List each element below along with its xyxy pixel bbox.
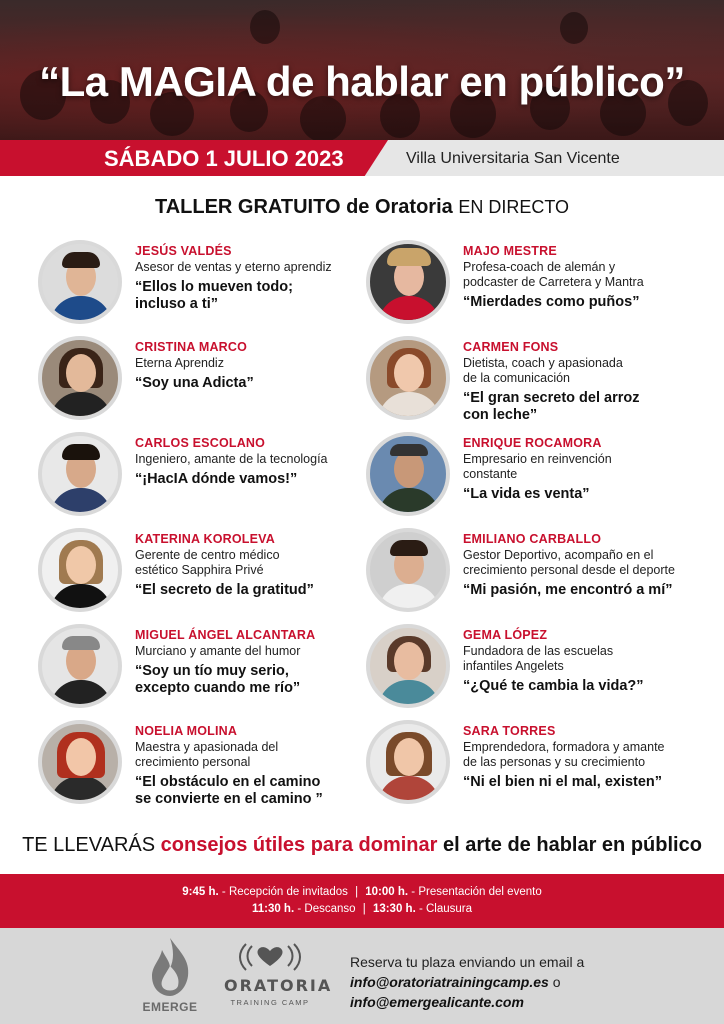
workshop-mode: EN DIRECTO <box>458 197 570 217</box>
speaker-photo <box>38 624 122 708</box>
speaker-quote: “¡HacIA dónde vamos!” <box>135 471 298 487</box>
oratoria-logo-subtext: TRAINING CAMP <box>230 998 310 1007</box>
speaker-card <box>38 238 378 330</box>
speaker-name: JESÚS VALDÉS <box>135 244 232 258</box>
speaker-name: CARMEN FONS <box>463 340 559 354</box>
speaker-name: ENRIQUE ROCAMORA <box>463 436 602 450</box>
speaker-card <box>366 334 706 426</box>
speaker-quote: “El obstáculo en el camino se convierte en el camino ” <box>135 774 323 807</box>
takeaway-line <box>0 834 724 857</box>
speaker-card <box>38 334 378 426</box>
schedule-event: - Descanso <box>297 903 356 915</box>
schedule-time: 10:00 h. <box>365 886 409 898</box>
schedule-row-2 <box>0 901 724 918</box>
speaker-role: Emprendedora, formadora y amante de las personas y su crecimiento <box>463 740 665 769</box>
speaker-quote: “Mi pasión, me encontró a mí” <box>463 582 673 598</box>
speaker-card <box>366 526 706 618</box>
speaker-quote: “Ni el bien ni el mal, existen” <box>463 774 663 790</box>
takeaway-tail: el arte de hablar en público <box>442 834 702 856</box>
hero-banner <box>0 0 724 140</box>
speaker-card <box>366 238 706 330</box>
takeaway-highlight: consejos útiles para dominar <box>160 834 438 856</box>
schedule-separator: | <box>355 886 359 898</box>
speaker-photo <box>366 336 450 420</box>
speaker-role: Gerente de centro médico estético Sapphira Privé <box>135 548 280 577</box>
speaker-role: Profesa-coach de alemán y podcaster de Carretera y Mantra <box>463 260 644 289</box>
contact-lead: Reserva tu plaza enviando un email a <box>350 954 585 970</box>
speaker-photo <box>38 336 122 420</box>
speaker-role: Asesor de ventas y eterno aprendiz <box>135 260 332 274</box>
oratoria-logo <box>224 942 333 1020</box>
speaker-name: NOELIA MOLINA <box>135 724 238 738</box>
speaker-photo <box>366 720 450 804</box>
speaker-photo <box>366 240 450 324</box>
speaker-role: Dietista, coach y apasionada de la comunicación <box>463 356 623 385</box>
schedule-time: 13:30 h. <box>372 903 416 915</box>
takeaway-lead: TE LLEVARÁS <box>22 834 156 856</box>
speaker-quote: “El gran secreto del arroz con leche” <box>463 390 640 423</box>
speaker-photo <box>366 528 450 612</box>
contact-info <box>350 952 650 1012</box>
schedule-row-1 <box>0 884 724 901</box>
footer <box>0 928 724 1024</box>
speaker-photo <box>38 240 122 324</box>
workshop-subtitle <box>0 196 724 219</box>
speaker-quote: “Soy una Adicta” <box>135 375 254 391</box>
speaker-role: Ingeniero, amante de la tecnología <box>135 452 328 466</box>
speaker-name: SARA TORRES <box>463 724 556 738</box>
speaker-quote: “La vida es venta” <box>463 486 590 502</box>
speaker-name: MIGUEL ÁNGEL ALCANTARA <box>135 628 316 642</box>
schedule-time: 11:30 h. <box>251 903 295 915</box>
speaker-name: CRISTINA MARCO <box>135 340 248 354</box>
speaker-photo <box>366 432 450 516</box>
workshop-title: TALLER GRATUITO de Oratoria <box>154 196 453 218</box>
schedule-event: - Recepción de invitados <box>221 886 348 898</box>
speaker-role: Gestor Deportivo, acompaño en el crecimiento personal desde el deporte <box>463 548 675 577</box>
speaker-card <box>366 718 706 810</box>
speaker-role: Empresario en reinvención constante <box>463 452 612 481</box>
speaker-photo <box>38 432 122 516</box>
contact-or: o <box>552 974 561 990</box>
speaker-card <box>366 622 706 714</box>
speaker-card <box>38 718 378 810</box>
emerge-logo <box>140 936 200 1014</box>
email-link[interactable]: info@oratoriatrainingcamp.es <box>350 974 549 990</box>
email-link[interactable]: info@emergealicante.com <box>350 994 524 1010</box>
event-venue: Villa Universitaria San Vicente <box>406 150 620 167</box>
schedule-separator: | <box>362 903 366 915</box>
oratoria-logo-text: ORATORIA <box>224 976 333 995</box>
event-date: SÁBADO 1 JULIO 2023 <box>104 146 344 171</box>
speaker-card <box>38 526 378 618</box>
speaker-quote: “El secreto de la gratitud” <box>135 582 314 598</box>
speaker-quote: “¿Qué te cambia la vida?” <box>463 678 644 694</box>
schedule-event: - Presentación del evento <box>411 886 542 898</box>
date-bar <box>0 140 724 176</box>
schedule-time: 9:45 h. <box>182 886 219 898</box>
speaker-role: Maestra y apasionada del crecimiento personal <box>135 740 279 769</box>
speaker-quote: “Mierdades como puños” <box>463 294 640 310</box>
speaker-name: KATERINA KOROLEVA <box>135 532 275 546</box>
speaker-role: Eterna Aprendiz <box>135 356 224 370</box>
speaker-name: CARLOS ESCOLANO <box>135 436 266 450</box>
schedule-event: - Clausura <box>418 903 473 915</box>
speaker-quote: “Soy un tío muy serio, excepto cuando me río” <box>135 663 301 696</box>
speaker-name: GEMA LÓPEZ <box>463 628 548 642</box>
speaker-photo <box>38 720 122 804</box>
speaker-quote: “Ellos lo mueven todo; incluso a ti” <box>135 279 293 312</box>
schedule-bar <box>0 874 724 928</box>
speaker-card <box>38 430 378 522</box>
speaker-photo <box>38 528 122 612</box>
flame-icon <box>140 936 200 998</box>
heart-broadcast-icon <box>224 942 316 972</box>
hero-title: “La MAGIA de hablar en público” <box>39 58 685 105</box>
speaker-role: Fundadora de las escuelas infantiles Angelets <box>463 644 614 673</box>
speaker-role: Murciano y amante del humor <box>135 644 301 658</box>
speaker-photo <box>366 624 450 708</box>
speaker-card <box>366 430 706 522</box>
speaker-card <box>38 622 378 714</box>
speaker-name: MAJO MESTRE <box>463 244 557 258</box>
emerge-logo-text: EMERGE <box>142 1000 198 1014</box>
speaker-name: EMILIANO CARBALLO <box>463 532 602 546</box>
